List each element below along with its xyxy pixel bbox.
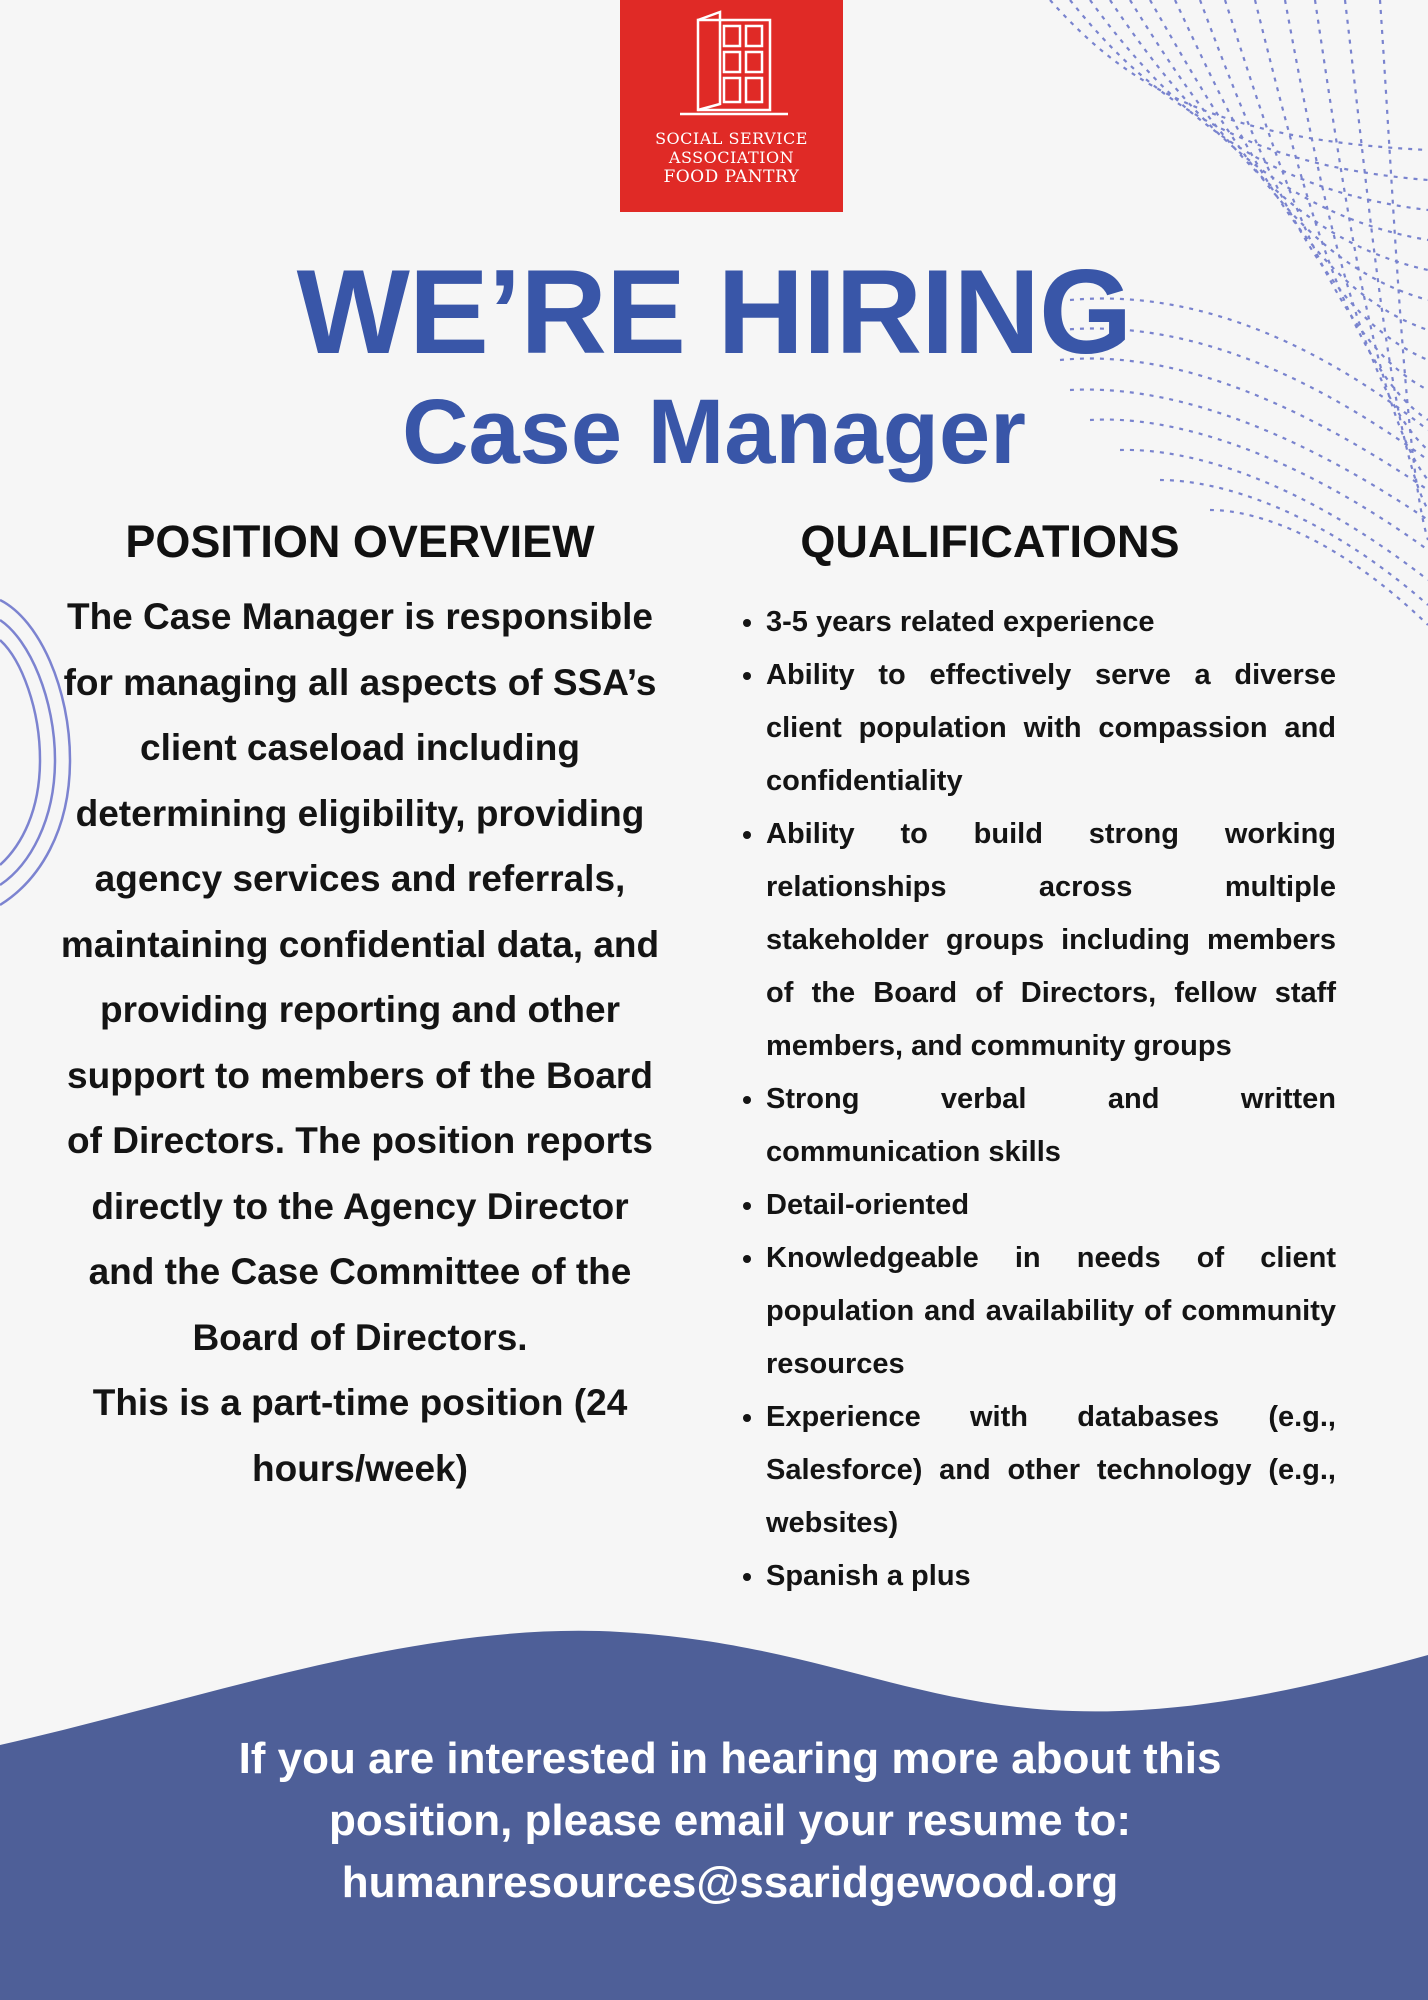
page-title: WE’RE HIRING [296,245,1132,379]
contact-line2: position, please email your resume to: [329,1796,1131,1845]
list-item: • 3-5 years related experience [766,596,1336,649]
logo-text-line2: ASSOCIATION [668,148,795,167]
qualifications-list [720,596,1336,1603]
logo [620,0,843,212]
logo-text-line3: FOOD PANTRY [663,167,800,187]
list-item: • Experience with databases (e.g., Salesforce) and other technology (e.g., websites) [766,1391,1336,1550]
contact-line1: If you are interested in hearing more about this [238,1734,1222,1783]
logo-text-line1: SOCIAL SERVICE [655,129,808,148]
list-item: • Knowledgeable in needs of client population and availability of community resources [766,1232,1336,1391]
list-item: • Strong verbal and written communication skills [766,1073,1336,1179]
list-item: • Detail-oriented [766,1179,1336,1232]
list-item: • Spanish a plus [766,1550,1336,1603]
contact-section [100,1728,1360,1914]
qualifications-heading: QUALIFICATIONS [800,516,1180,567]
part-time-note: This is a part-time position (24 hours/week) [92,1382,628,1489]
overview-section [55,584,665,1501]
list-item: • Ability to effectively serve a diverse client population with compassion and confidentiality [766,649,1336,808]
overview-heading: POSITION OVERVIEW [125,516,595,567]
list-item: • Ability to build strong working relationships across multiple stakeholder groups including members of the Board of Directors, fellow staff members, and community groups [766,808,1336,1073]
overview-text: The Case Manager is responsible for managing all aspects of SSA’s client caseload including determining eligibility, providing agency services and referrals, maintaining confidential data, and providing reporting and other support to members of the Board of Directors. The position reports directly to the Agency Director and the Case Committee of the Board of Directors. [60,596,660,1358]
job-title: Case Manager [402,381,1026,483]
contact-email-link[interactable]: humanresources@ssaridgewood.org [341,1858,1119,1907]
